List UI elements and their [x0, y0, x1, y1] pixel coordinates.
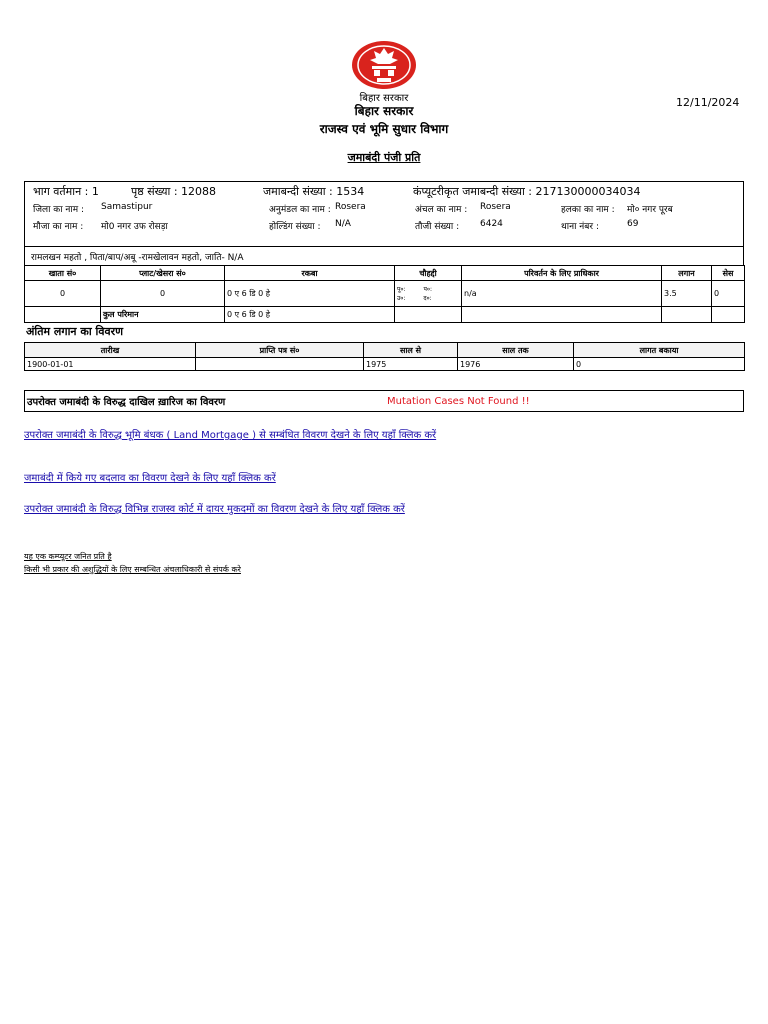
mutation-status: Mutation Cases Not Found !!: [387, 396, 530, 407]
chauhaddi-west: प०:: [423, 285, 433, 293]
table-header-row: [25, 343, 745, 358]
prishth-label: पृष्ठ संख्या :: [131, 185, 178, 198]
land-details-table: [24, 265, 745, 323]
column-header: प्राप्ति पत्र सं०: [196, 343, 364, 358]
chauhaddi-north: उ०:: [397, 294, 406, 302]
bhag-label: भाग वर्तमान :: [33, 185, 89, 198]
pradhikar-cell: n/a: [462, 281, 662, 307]
govt-name: बिहार सरकार: [354, 104, 414, 118]
rakba-cell: 0 ए 6 डि 0 हे: [225, 281, 395, 307]
computer-jamabandi-value: 217130000034034: [535, 185, 641, 198]
chauhaddi-south: द०:: [423, 294, 432, 302]
lagan-cell: 3.5: [662, 281, 712, 307]
table-header-row: [25, 266, 745, 281]
holding-value: N/A: [335, 219, 351, 229]
tauji-label: तौजी संख्या :: [415, 222, 460, 232]
anumandal-value: Rosera: [335, 202, 366, 212]
date-cell: 1900-01-01: [25, 358, 196, 371]
bhag-value: 1: [91, 185, 99, 198]
owner-details: रामलखन महतो , पिता/बाप/अबू -रामखेलावन महतो, जाति- N/A: [31, 253, 244, 263]
column-header: लगान: [662, 266, 712, 281]
tauji-value: 6424: [480, 219, 503, 229]
plot-cell: 0: [101, 281, 225, 307]
chauhaddi-cell: [395, 281, 462, 307]
receipt-cell: [196, 358, 364, 371]
jamabandi-info-box: [24, 181, 744, 266]
land-mortgage-link[interactable]: उपरोक्त जमाबंदी के विरुद्ध भूमि बंधक ( Land Mortgage ) से सम्बंधित विवरण देखने के लिए यहाँ क्लिक करें: [24, 430, 437, 441]
prishth-value: 12088: [181, 185, 217, 198]
mutation-label: उपरोक्त जमाबंदी के विरुद्ध दाखिल ख़ारिज का विवरण: [27, 397, 226, 408]
court-cases-link[interactable]: उपरोक्त जमाबंदी के विरुद्ध विभिन्न राजस्व कोर्ट में दायर मुकदमों का विवरण देखने के लिए यहाँ क्लिक करें: [24, 504, 405, 515]
thana-label: थाना नंबर :: [561, 222, 599, 232]
column-header: रकबा: [225, 266, 395, 281]
ses-cell: 0: [712, 281, 745, 307]
zila-label: जिला का नाम :: [33, 205, 85, 215]
table-row: [25, 358, 745, 371]
bihar-emblem-logo: [350, 40, 418, 92]
column-header: परिवर्तन के लिए प्राधिकार: [462, 266, 662, 281]
department-name: राजस्व एवं भूमि सुधार विभाग: [319, 122, 449, 136]
total-row: [25, 307, 745, 323]
total-label: कुल परिमान: [101, 307, 225, 323]
column-header: प्लाट/खेसरा सं०: [101, 266, 225, 281]
thana-value: 69: [627, 219, 639, 229]
khata-cell: 0: [25, 281, 101, 307]
total-rakba: 0 ए 6 डि 0 हे: [225, 307, 395, 323]
computer-jamabandi-label: कंप्यूटरीकृत जमाबन्दी संख्या :: [413, 185, 533, 198]
column-header: साल से: [364, 343, 458, 358]
year-from-cell: 1975: [364, 358, 458, 371]
column-header: साल तक: [458, 343, 574, 358]
divider: [25, 246, 743, 247]
mauja-value: मो0 नगर उफ रोसड़ा: [101, 222, 168, 232]
holding-label: होल्डिंग संख्या :: [269, 222, 321, 232]
column-header: लागत बकाया: [574, 343, 745, 358]
halka-value: मो० नगर पूरब: [627, 205, 673, 215]
lagan-section-title: अंतिम लगान का विवरण: [26, 325, 124, 338]
balance-cell: 0: [574, 358, 745, 371]
anchal-value: Rosera: [480, 202, 511, 212]
column-header: तारीख: [25, 343, 196, 358]
contact-note: किसी भी प्रकार की अशुद्धियों के लिए सम्बन्धित अंचलाधिकारी से संपर्क करे: [24, 565, 241, 574]
document-title: जमाबंदी पंजी प्रति: [347, 151, 421, 164]
jamabandi-label: जमाबन्दी संख्या :: [263, 185, 333, 198]
mutation-box: [24, 390, 744, 412]
table-row: [25, 281, 745, 307]
print-date: 12/11/2024: [676, 96, 740, 109]
anumandal-label: अनुमंडल का नाम :: [269, 205, 331, 215]
lagan-table: [24, 342, 745, 371]
column-header: चौहद्दी: [395, 266, 462, 281]
computer-generated-note: यह एक कम्प्यूटर जनित प्रति है: [24, 552, 112, 561]
emblem-caption: बिहार सरकार: [359, 93, 409, 104]
column-header: सेस: [712, 266, 745, 281]
zila-value: Samastipur: [101, 202, 153, 212]
column-header: खाता सं०: [25, 266, 101, 281]
anchal-label: अंचल का नाम :: [415, 205, 468, 215]
chauhaddi-east: पू०:: [397, 285, 406, 293]
year-to-cell: 1976: [458, 358, 574, 371]
halka-label: हलका का नाम :: [561, 205, 615, 215]
jamabandi-value: 1534: [336, 185, 365, 198]
mauja-label: मौजा का नाम :: [33, 222, 84, 232]
jamabandi-changes-link[interactable]: जमाबंदी में किये गए बदलाव का विवरण देखने के लिए यहाँ क्लिक करें: [24, 473, 276, 484]
